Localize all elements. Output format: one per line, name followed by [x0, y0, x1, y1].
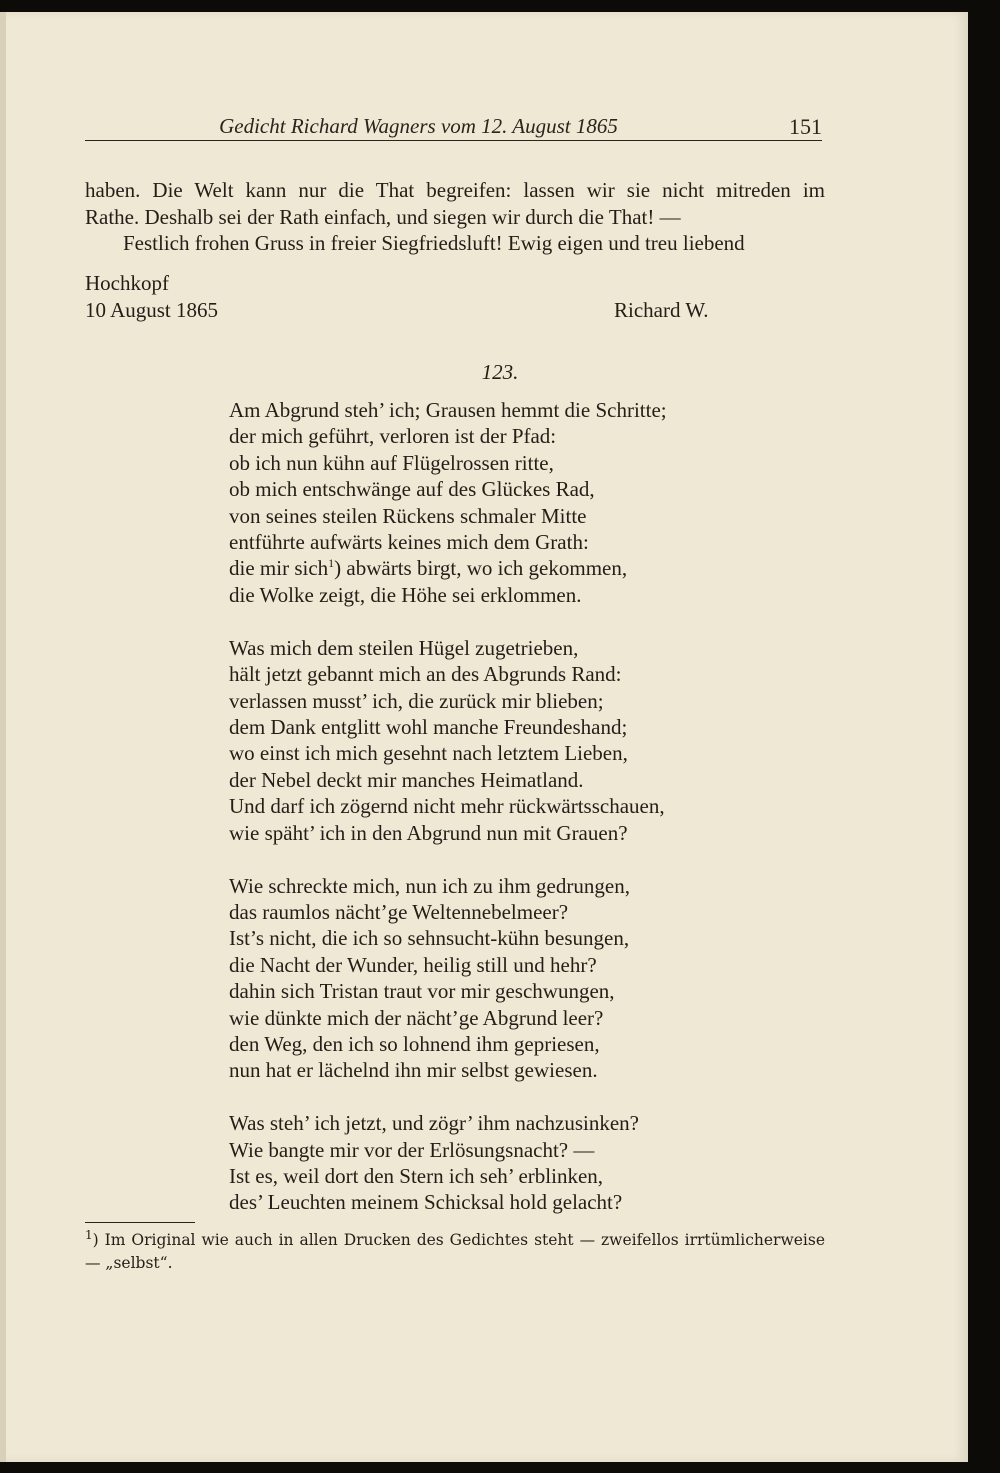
- poem-line: hält jetzt gebannt mich an des Abgrunds Rand:: [229, 662, 622, 687]
- poem-line: verlassen musst’ ich, die zurück mir blieben;: [229, 688, 604, 713]
- poem-line-end: ) abwärts birgt, wo ich gekommen,: [334, 556, 628, 581]
- poem-line: Wie bangte mir vor der Erlösungsnacht? —: [229, 1137, 595, 1162]
- letter-line-1: haben. Die Welt kann nur die That begreifen: lassen wir sie nicht mitreden im: [85, 178, 825, 202]
- poem-number: 123.: [481, 360, 519, 384]
- poem-line: wie dünkte mich der nächt’ge Abgrund leer?: [229, 1005, 604, 1030]
- poem-line: ob ich nun kühn auf Flügelrossen ritte,: [229, 450, 554, 475]
- stanza-2: [229, 635, 667, 846]
- running-title: Gedicht Richard Wagners vom 12. August 1865: [219, 114, 618, 138]
- poem-line: Was steh’ ich jetzt, und zögr’ ihm nachzusinken?: [229, 1111, 640, 1136]
- footnote-marker: 1: [85, 1227, 93, 1242]
- poem-line: der mich geführt, verloren ist der Pfad:: [229, 424, 557, 449]
- poem-line: wo einst ich mich gesehnt nach letztem Lieben,: [229, 741, 628, 766]
- poem-line: des’ Leuchten meinem Schicksal hold gelacht?: [229, 1190, 623, 1215]
- poem-line: das raumlos nächt’ge Weltennebelmeer?: [229, 899, 569, 924]
- stanza-4: [229, 1110, 667, 1216]
- poem-line: Und darf ich zögernd nicht mehr rückwärtsschauen,: [229, 794, 665, 819]
- poem-line: dem Dank entglitt wohl manche Freundeshand;: [229, 714, 628, 739]
- stanza-1: [229, 397, 667, 608]
- running-header: [85, 100, 822, 141]
- footnote: [85, 1229, 825, 1275]
- page-edge: [0, 12, 6, 1462]
- letter-place: Hochkopf: [85, 271, 169, 295]
- poem-line: [229, 555, 667, 581]
- footnote-reference: 1: [328, 556, 335, 571]
- poem-line: die Nacht der Wunder, heilig still und hehr?: [229, 952, 597, 977]
- poem-line: der Nebel deckt mir manches Heimatland.: [229, 767, 584, 792]
- footnote-text: ) Im Original wie auch in allen Drucken des Gedichtes steht — zweifellos irrtümlicherweise — „selbst“.: [85, 1231, 825, 1272]
- poem-line: die Wolke zeigt, die Höhe sei erklommen.: [229, 582, 582, 607]
- poem-line: von seines steilen Rückens schmaler Mitte: [229, 503, 587, 528]
- poem-line: ob mich entschwänge auf des Glückes Rad,: [229, 477, 595, 502]
- poem-line: wie späht’ ich in den Abgrund nun mit Grauen?: [229, 820, 628, 845]
- letter-date: 10 August 1865: [85, 298, 219, 322]
- poem-line-start: die mir sich: [229, 556, 329, 581]
- poem-line: Ist es, weil dort den Stern ich seh’ erblinken,: [229, 1164, 604, 1189]
- poem-line: den Weg, den ich so lohnend ihm gepriesen,: [229, 1031, 600, 1056]
- footnote-rule: [85, 1222, 195, 1223]
- letter-closing: Festlich frohen Gruss in freier Siegfriedsluft! Ewig eigen und treu liebend: [123, 231, 745, 255]
- poem-line: dahin sich Tristan traut vor mir geschwungen,: [229, 979, 615, 1004]
- poem-line: Am Abgrund steh’ ich; Grausen hemmt die Schritte;: [229, 398, 667, 422]
- poem: [229, 397, 667, 1242]
- poem-line: entführte aufwärts keines mich dem Grath:: [229, 530, 589, 555]
- letter-line-2: Rathe. Deshalb sei der Rath einfach, und siegen wir durch die That! —: [85, 204, 681, 229]
- letter-signature: Richard W.: [614, 298, 709, 322]
- poem-line: Wie schreckte mich, nun ich zu ihm gedrungen,: [229, 873, 630, 898]
- poem-line: Ist’s nicht, die ich so sehnsucht-kühn besungen,: [229, 926, 630, 951]
- poem-line: nun hat er lächelnd ihn mir selbst gewiesen.: [229, 1058, 598, 1083]
- page-number: 151: [789, 114, 822, 139]
- stanza-3: [229, 873, 667, 1084]
- poem-line: Was mich dem steilen Hügel zugetrieben,: [229, 635, 579, 660]
- letter-text: [85, 177, 825, 257]
